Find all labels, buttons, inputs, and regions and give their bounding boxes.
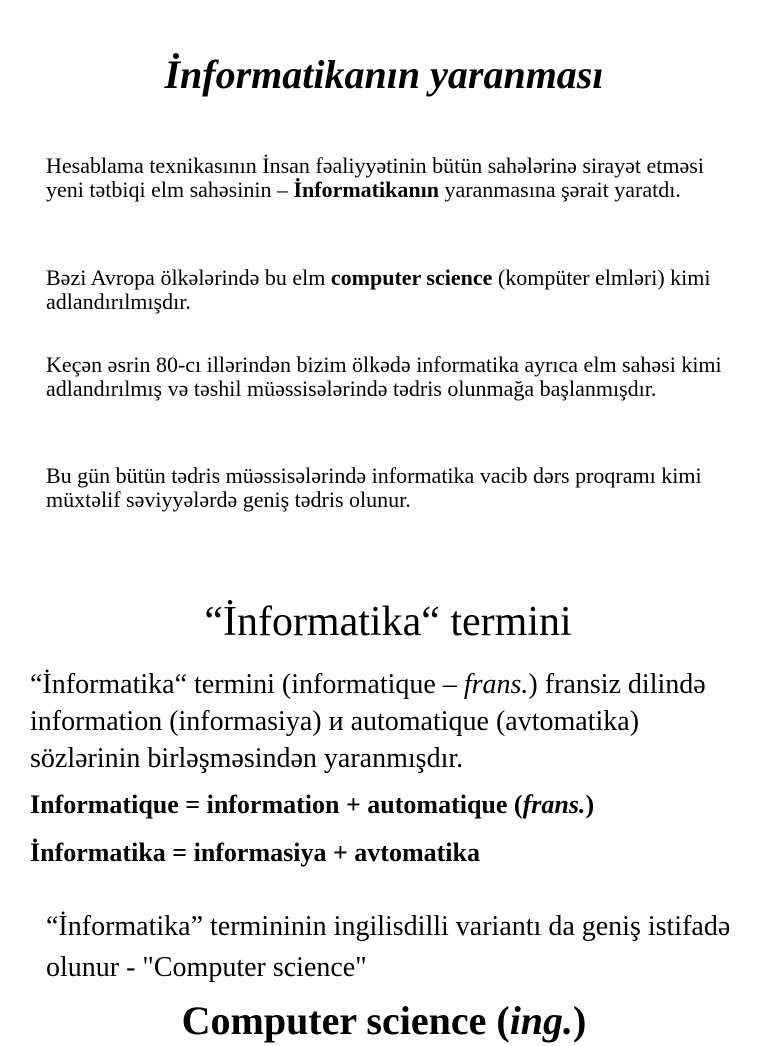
- equation-french-italic: frans.: [522, 790, 586, 819]
- english-variant-paragraph: “İnformatika” termininin ingilisdilli variantı da geniş istifadə olunur - "Computer science": [46, 911, 731, 983]
- bottom-heading-text: Computer science (: [181, 998, 510, 1043]
- term-paragraph-italic: frans.: [463, 669, 529, 700]
- paragraph-europe-end: (kompüter elmləri) kimi adlandırılmışdır.: [46, 265, 711, 314]
- equation-french-text: Informatique = information + automatique (: [30, 790, 523, 819]
- term-paragraph-end: ) fransiz dilində information (informasiya) и automatique (avtomatika) sözlərinin birləşməsindən yaranmışdır.: [30, 669, 706, 774]
- equation-azerbaijani: İnformatika = informasiya + avtomatika: [30, 838, 480, 867]
- paragraph-origin-bold: İnformatikanın: [293, 177, 439, 202]
- term-paragraph: [30, 666, 750, 777]
- paragraph-europe-bold: computer science: [330, 265, 493, 290]
- paragraph-origin: [46, 154, 746, 202]
- paragraph-europe: [46, 266, 746, 314]
- paragraph-origin-end: yaranmasına şərait yaratdı.: [438, 177, 681, 202]
- bottom-heading-end: ): [573, 998, 587, 1043]
- page-title: İnformatikanın yaranması: [164, 52, 604, 97]
- paragraph-europe-text: Bəzi Avropa ölkələrində bu elm: [46, 265, 331, 290]
- paragraph-today: Bu gün bütün tədris müəssisələrində informatika vacib dərs proqramı kimi müxtəlif səviyyələrdə geniş tədris olunur.: [46, 463, 702, 512]
- equation-french-end: ): [585, 790, 595, 819]
- paragraph-history: Keçən əsrin 80-cı illərindən bizim ölkədə informatika ayrıca elm sahəsi kimi adlandırılmış və təshil müəssisələrində tədris olunmağa başlanmışdır.: [46, 352, 722, 401]
- paragraph-origin-text: Hesablama texnikasının İnsan fəaliyyətinin bütün sahələrinə sirayət etməsi yeni tətbiqi elm sahəsinin –: [46, 153, 704, 202]
- section-title: “İnformatika“ termini: [204, 599, 572, 645]
- bottom-heading-italic: ing.: [509, 998, 574, 1043]
- equation-french: [30, 788, 760, 822]
- bottom-heading: [0, 996, 768, 1046]
- term-paragraph-text: “İnformatika“ termini (informatique –: [30, 669, 464, 700]
